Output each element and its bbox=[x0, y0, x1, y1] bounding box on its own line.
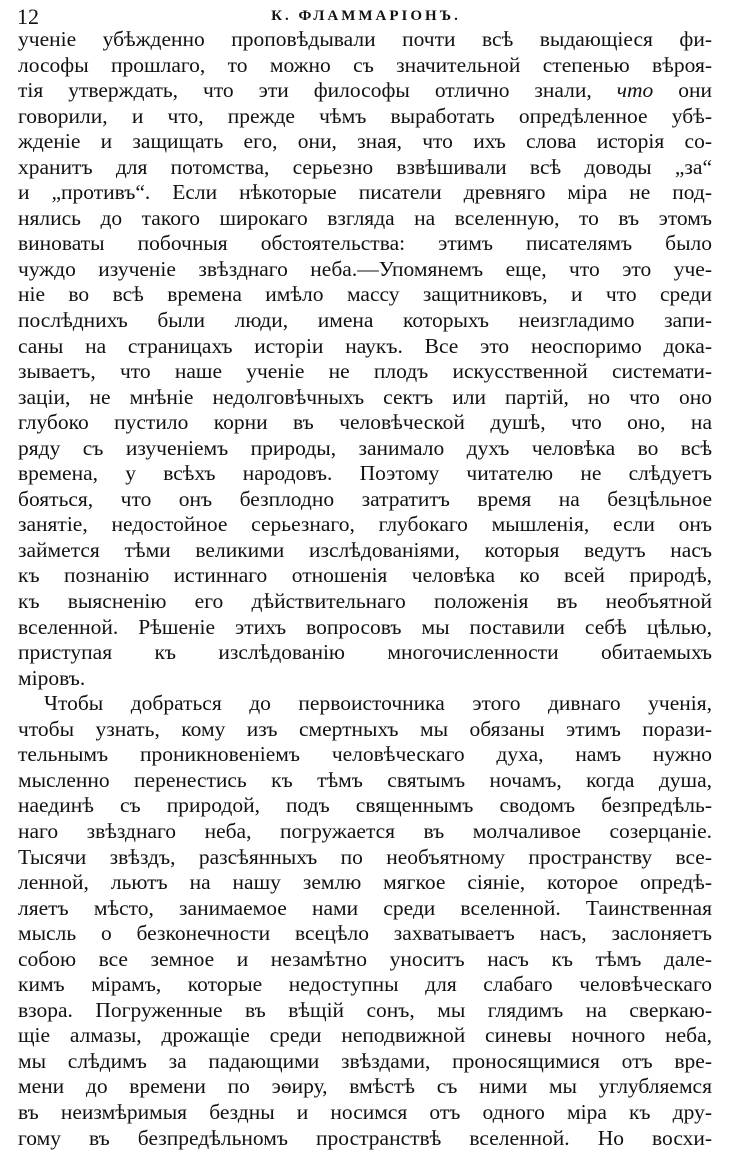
text-line: заціи, не мнѣніе недолговѣчныхъ сектъ или партій, но что оно bbox=[18, 384, 712, 409]
text-line: мысленно перенестись къ тѣмъ святымъ ночамъ, когда душа, bbox=[18, 767, 712, 792]
text-line: ленной, льютъ на нашу землю мягкое сіяніе, которое опредѣ- bbox=[18, 870, 712, 895]
page-number: 12 bbox=[17, 4, 39, 29]
text-line: Чтобы добраться до первоисточника этого дивнаго ученія, bbox=[44, 691, 712, 716]
text-line: Тысячи звѣздъ, разсѣянныхъ по необъятному пространству все- bbox=[18, 844, 712, 869]
text-line: мы слѣдимъ за падающими звѣздами, проносящимися отъ вре- bbox=[18, 1048, 712, 1073]
text-line: наединѣ съ природой, подъ священнымъ сводомъ безпредѣль- bbox=[18, 793, 712, 818]
text-line: саны на страницахъ исторіи наукъ. Все это неоспоримо дока- bbox=[18, 333, 712, 358]
text-line: глубоко пустило корни въ человѣческой душѣ, что оно, на bbox=[18, 410, 712, 435]
text-line: говорили, и что, прежде чѣмъ выработать опредѣленное убѣ- bbox=[18, 103, 712, 128]
text-line: нялись до такого широкаго взгляда на вселенную, то въ этомъ bbox=[18, 205, 712, 230]
text-line: времена, у всѣхъ народовъ. Поэтому читателю не слѣдуетъ bbox=[18, 461, 712, 486]
text-line: хранитъ для потомства, серьезно взвѣшивали всѣ доводы „за“ bbox=[18, 154, 712, 179]
text-line: къ выясненію его дѣйствительнаго положенія въ необъятной bbox=[18, 589, 712, 614]
text-line: вселенной. Рѣшеніе этихъ вопросовъ мы поставили себѣ цѣлью, bbox=[18, 614, 712, 639]
text-line: жденіе и защищать его, они, зная, что ихъ слова исторія со- bbox=[18, 129, 712, 154]
text-line: тельнымъ проникновеніемъ человѣческаго духа, намъ нужно bbox=[18, 742, 712, 767]
text-line: ученіе убѣжденно проповѣдывали почти всѣ выдающіеся фи- bbox=[18, 27, 712, 51]
paragraph bbox=[18, 691, 712, 1151]
text-line: занятіе, недостойное серьезнаго, глубокаго мышленія, если онъ bbox=[18, 512, 712, 537]
text-line: гому въ безпредѣльномъ пространствѣ вселенной. Но восхи- bbox=[18, 1125, 712, 1150]
text-line: займется тѣми великими изслѣдованіями, которыя ведутъ насъ bbox=[18, 537, 712, 562]
text-line: зываетъ, что наше ученіе не плодъ искусственной системати- bbox=[18, 359, 712, 384]
text-line: приступая къ изслѣдованію многочисленности обитаемыхъ bbox=[18, 640, 712, 665]
text-line: мысль о безконечности всецѣло захватываетъ насъ, заслоняетъ bbox=[18, 921, 712, 946]
text-line: ніе во всѣ времена имѣло массу защитниковъ, и что среди bbox=[18, 282, 712, 307]
text-line: бояться, что онъ безплодно затратитъ время на безцѣльное bbox=[18, 486, 712, 511]
text-line: послѣднихъ были люди, имена которыхъ неизгладимо запи- bbox=[18, 308, 712, 333]
paragraph bbox=[18, 27, 712, 691]
text-line: виноваты побочныя обстоятельства: этимъ писателямъ было bbox=[18, 231, 712, 256]
text-segment: тія утверждать, что эти философы отлично знали, bbox=[18, 78, 617, 103]
body-text bbox=[18, 27, 712, 1151]
text-line: міровъ. bbox=[18, 665, 86, 690]
italic-emphasis: что bbox=[616, 78, 654, 103]
text-line: мени до времени по эѳиру, вмѣстѣ съ ними мы углубляемся bbox=[18, 1074, 712, 1099]
text-line: взора. Погруженные въ вѣщій сонъ, мы глядимъ на сверкаю- bbox=[18, 997, 712, 1022]
text-line: наго звѣзднаго неба, погружается въ молчаливое созерцаніе. bbox=[18, 818, 712, 843]
text-line: чтобы узнать, кому изъ смертныхъ мы обязаны этимъ порази- bbox=[18, 716, 712, 741]
text-line: ляетъ мѣсто, занимаемое нами среди вселенной. Таинственная bbox=[18, 895, 712, 920]
text-line: и „противъ“. Если нѣкоторые писатели древняго міра не под- bbox=[18, 180, 712, 205]
text-line: щіе алмазы, дрожащіе среди неподвижной синевы ночного неба, bbox=[18, 1023, 712, 1048]
text-segment: они bbox=[653, 78, 712, 103]
text-line bbox=[18, 78, 712, 104]
running-head: К. ФЛАММАРІОНЪ. bbox=[271, 8, 461, 24]
text-line: къ познанію истиннаго отношенія человѣка ко всей природѣ, bbox=[18, 563, 712, 588]
text-line: чуждо изученіе звѣзднаго неба.—Упомянемъ еще, что это уче- bbox=[18, 256, 712, 281]
text-line: ряду съ изученіемъ природы, занимало духъ человѣка во всѣ bbox=[18, 435, 712, 460]
text-line: кимъ мірамъ, которые недоступны для слабаго человѣческаго bbox=[18, 972, 712, 997]
text-line: лософы прошлаго, то можно съ значительной степенью вѣроя- bbox=[18, 52, 712, 77]
text-line: въ неизмѣримыя бездны и носимся отъ одного міра къ дру- bbox=[18, 1099, 712, 1124]
text-line: собою все земное и незамѣтно уноситъ насъ къ тѣмъ дале- bbox=[18, 946, 712, 971]
